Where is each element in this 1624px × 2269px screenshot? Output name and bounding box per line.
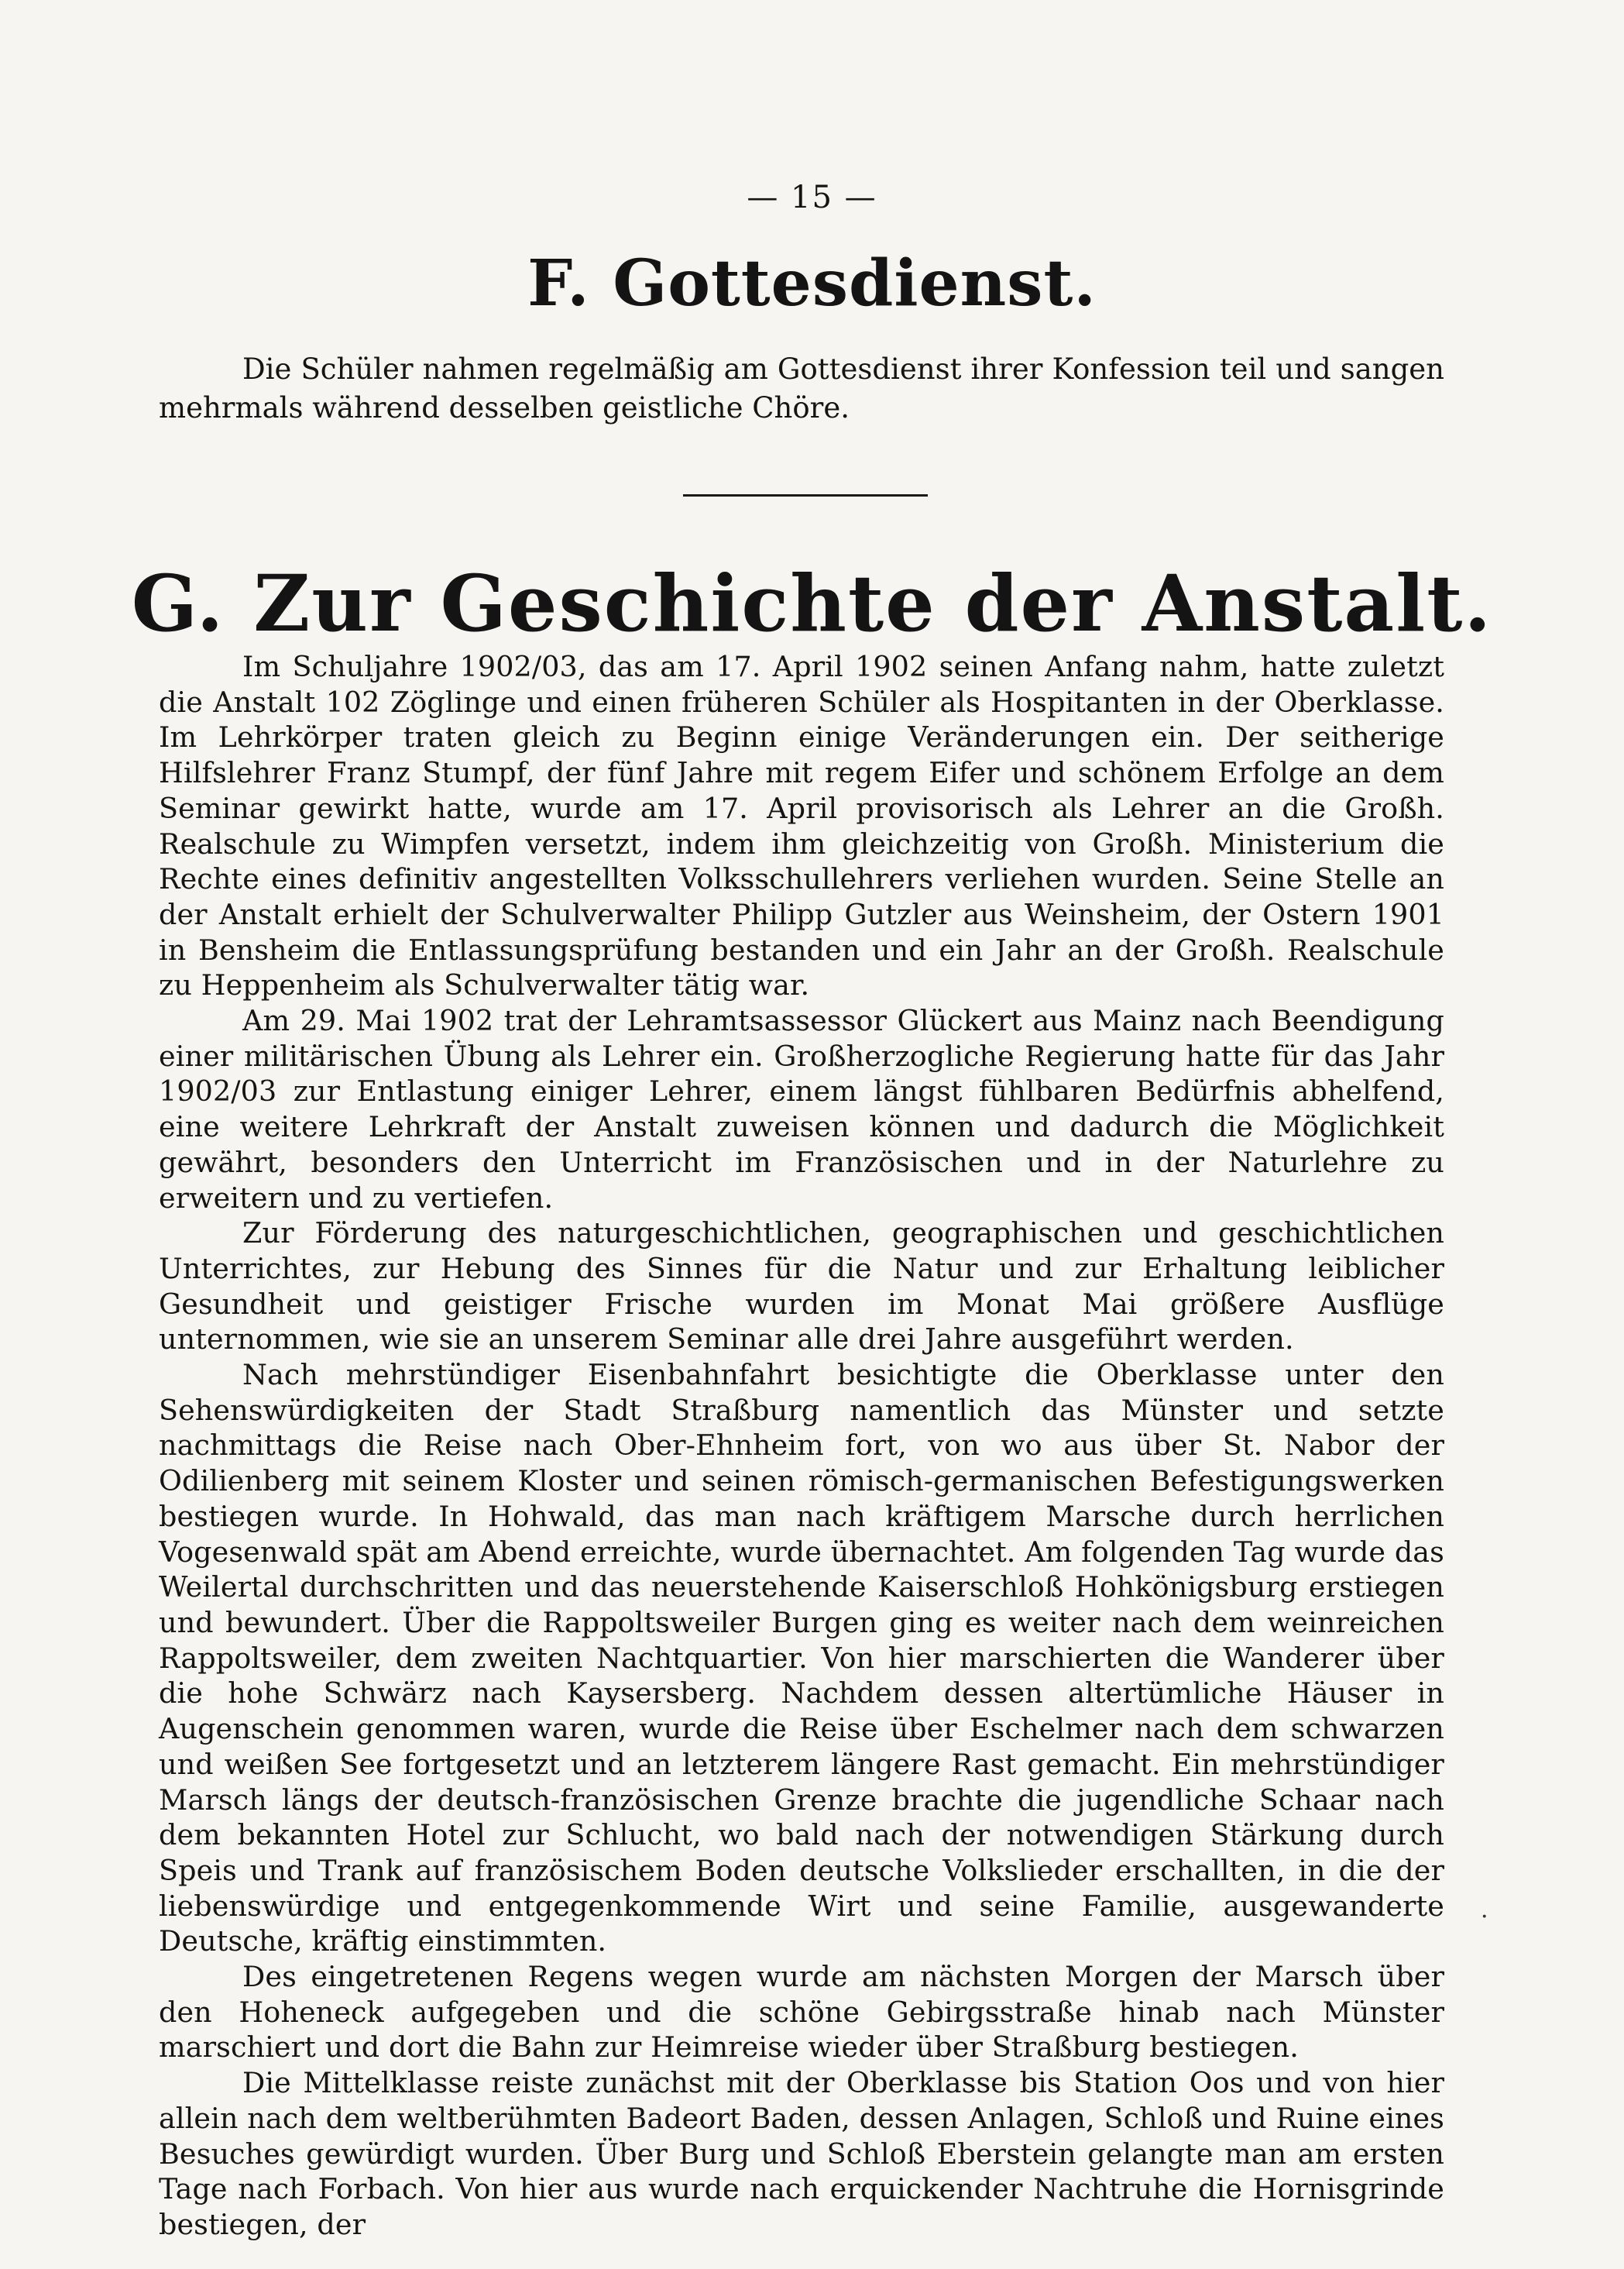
section-heading-geschichte: G. Zur Geschichte der Anstalt.	[131, 558, 1493, 649]
paragraph-oberklasse-reise: Nach mehrstündiger Eisenbahnfahrt besichtigte die Oberklasse unter den Sehenswürdigkeiten der Stadt Straßburg namentlich das Münster und setzte nachmittags die Reise nach Ober-Ehnheim fort, von wo aus über St. Nabor der Odilienberg mit seinem Kloster und seinen römisch-germanischen Befestigungswerken bestiegen wurde. In Hohwald, das man nach kräftigem Marsche durch herrlichen Vogesenwald spät am Abend erreichte, wurde übernachtet. Am folgenden Tag wurde das Weilertal durchschritten und das neuerstehende Kaiserschloß Hohkönigsburg erstiegen und bewundert. Über die Rappoltsweiler Burgen ging es weiter nach dem weinreichen Rappoltsweiler, dem zweiten Nachtquartier. Von hier marschierten die Wanderer über die hohe Schwärz nach Kaysersberg. Nachdem dessen altertümliche Häuser in Augenschein genommen waren, wurde die Reise über Eschelmer nach dem schwarzen und weißen See fortgesetzt und an letzterem längere Rast gemacht. Ein mehrstündiger Marsch längs der deutsch-französischen Grenze brachte die jugendliche Schaar nach dem bekannten Hotel zur Schlucht, wo bald nach der notwendigen Stärkung durch Speis und Trank auf französischem Boden deutsche Volkslieder erschallten, in die der liebenswürdige und entgegenkommende Wirt und seine Familie, ausgewanderte Deutsche, kräftig einstimmten.	[159, 1358, 1444, 1958]
paragraph-mittelklasse: Die Mittelklasse reiste zunächst mit der Oberklasse bis Station Oos und von hier allein nach dem weltberühmten Badeort Baden, dessen Anlagen, Schloß und Ruine eines Besuches gewürdigt wurden. Über Burg und Schloß Eberstein gelangte man am ersten Tage nach Forbach. Von hier aus wurde nach erquickender Nachtruhe die Hornisgrinde bestiegen, der	[159, 2066, 1444, 2241]
geschichte-body	[159, 649, 1444, 2243]
margin-mark: ·	[1481, 1903, 1488, 1930]
paragraph-glueckert: Am 29. Mai 1902 trat der Lehramtsassessor Glückert aus Mainz nach Beendigung einer militärischen Übung als Lehrer ein. Großherzogliche Regierung hatte für das Jahr 1902/03 zur Entlastung einiger Lehrer, einem längst fühlbaren Bedürfnis abhelfend, eine weitere Lehrkraft der Anstalt zuweisen können und dadurch die Möglichkeit gewährt, besonders den Unterricht im Französischen und in der Naturlehre zu erweitern und zu vertiefen.	[159, 1004, 1444, 1215]
page-number: — 15 —	[747, 180, 877, 215]
paragraph-regen: Des eingetretenen Regens wegen wurde am nächsten Morgen der Marsch über den Hoheneck aufgegeben und die schöne Gebirgsstraße hinab nach Münster marschiert und dort die Bahn zur Heimreise wieder über Straßburg bestiegen.	[159, 1960, 1444, 2064]
paragraph-schuljahr: Im Schuljahre 1902/03, das am 17. April 1902 seinen Anfang nahm, hatte zuletzt die Anstalt 102 Zöglinge und einen früheren Schüler als Hospitanten in der Oberklasse. Im Lehrkörper traten gleich zu Beginn einige Veränderungen ein. Der seitherige Hilfslehrer Franz Stumpf, der fünf Jahre mit regem Eifer und schönem Erfolge an dem Seminar gewirkt hatte, wurde am 17. April provisorisch als Lehrer an die Großh. Realschule zu Wimpfen versetzt, indem ihm gleichzeitig von Großh. Ministerium die Rechte eines definitiv angestellten Volksschullehrers verliehen wurden. Seine Stelle an der Anstalt erhielt der Schulverwalter Philipp Gutzler aus Weinsheim, der Ostern 1901 in Bensheim die Entlassungsprüfung bestanden und ein Jahr an der Großh. Realschule zu Heppenheim als Schulverwalter tätig war.	[159, 650, 1444, 1002]
section-heading-gottesdienst: F. Gottesdienst.	[527, 246, 1097, 321]
paragraph-ausfluege: Zur Förderung des naturgeschichtlichen, geographischen und geschichtlichen Unterrichtes, zur Hebung des Sinnes für die Natur und zur Erhaltung leiblicher Gesundheit und geistiger Frische wurden im Monat Mai größere Ausflüge unternommen, wie sie an unserem Seminar alle drei Jahre ausgeführt werden.	[159, 1216, 1444, 1356]
gottesdienst-paragraph: Die Schüler nahmen regelmäßig am Gottesdienst ihrer Konfession teil und sangen mehrmals während desselben geistliche Chöre.	[159, 352, 1444, 425]
section-divider	[683, 494, 928, 497]
